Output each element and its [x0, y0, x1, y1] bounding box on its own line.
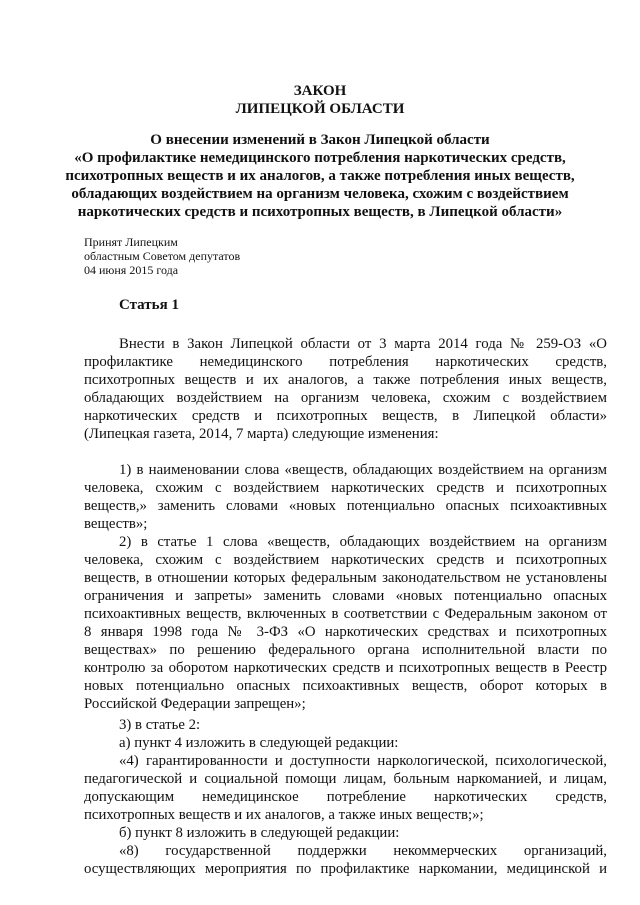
body-line: веществ,» заменить словами «новых потенциально опасных психоактивных	[84, 498, 607, 514]
subtitle-line: наркотических средств и психотропных веществ, в Липецкой области»	[77, 204, 563, 220]
body-line: обладающих воздействием на организм человека, схожим с воздействием	[84, 390, 607, 406]
body-line: профилактике немедицинского потребления наркотических средств,	[84, 354, 607, 370]
body-line: веществ»;	[84, 516, 148, 532]
body-line: а) пункт 4 изложить в следующей редакции:	[119, 735, 399, 751]
body-line: психотропных веществ и их аналогов, а также потребления иных веществ,	[84, 372, 607, 388]
body-line: педагогической и социальной помощи лицам, больным наркоманией, и лицам,	[84, 771, 607, 787]
body-line: веществ, в отношении которых федеральным законодательством не установлены	[84, 570, 607, 586]
adopted-date: 04 июня 2015 года	[84, 263, 179, 277]
body-line: контролю за оборотом наркотических средств и психотропных веществ в Реестр	[84, 660, 607, 676]
law-title-line1: ЗАКОН	[293, 83, 347, 99]
body-line: психотропных веществ и их аналогов, а также иных веществ;»;	[84, 807, 484, 823]
adopted-line: Принят Липецким	[84, 235, 178, 249]
body-line: (Липецкая газета, 2014, 7 марта) следующие изменения:	[84, 426, 439, 442]
subtitle-line: обладающих воздействием на организм человека, схожим с воздействием	[71, 186, 569, 202]
law-title-line2: ЛИПЕЦКОЙ ОБЛАСТИ	[235, 101, 405, 117]
body-line: Внести в Закон Липецкой области от 3 марта 2014 года № 259-ОЗ «О	[119, 336, 607, 352]
body-line: Российской Федерации запрещен»;	[84, 696, 306, 712]
body-line: наркотических средств и психотропных веществ, в Липецкой области»	[84, 408, 607, 424]
body-line: «4) гарантированности и доступности наркологической, психологической,	[119, 753, 607, 769]
body-line: веществах» по решению федерального органа исполнительной власти по	[84, 642, 607, 658]
body-line: человека, схожим с воздействием наркотических средств и психотропных	[84, 480, 607, 496]
subtitle-line: психотропных веществ и их аналогов, а также потребления иных веществ,	[65, 168, 575, 184]
body-line: осуществляющих мероприятия по профилактике наркомании, медицинской и	[84, 861, 607, 877]
body-line: новых потенциально опасных психоактивных веществ, оборот которых в	[84, 678, 607, 694]
body-line: 3) в статье 2:	[119, 717, 201, 733]
article-heading: Статья 1	[119, 297, 179, 313]
subtitle-line: «О профилактике немедицинского потребления наркотических средств,	[74, 150, 566, 166]
body-line: «8) государственной поддержки некоммерческих организаций,	[119, 843, 607, 859]
body-line: 8 января 1998 года № 3-ФЗ «О наркотических средствах и психотропных	[84, 624, 607, 640]
body-line: 2) в статье 1 слова «веществ, обладающих воздействием на организм	[119, 534, 607, 550]
body-line: 1) в наименовании слова «веществ, обладающих воздействием на организм	[119, 462, 607, 478]
body-line: б) пункт 8 изложить в следующей редакции:	[119, 825, 400, 841]
body-line: ограничения и запреты» заменить словами «новых потенциально опасных	[84, 588, 607, 604]
body-line: человека, схожим с воздействием наркотических средств и психотропных	[84, 552, 607, 568]
body-line: психоактивных веществ, включенных в соответствии с Федеральным законом от	[84, 606, 607, 622]
body-line: допускающим немедицинское потребление наркотических средств,	[84, 789, 607, 805]
subtitle-line: О внесении изменений в Закон Липецкой области	[150, 132, 490, 148]
adopted-line: областным Советом депутатов	[84, 249, 241, 263]
